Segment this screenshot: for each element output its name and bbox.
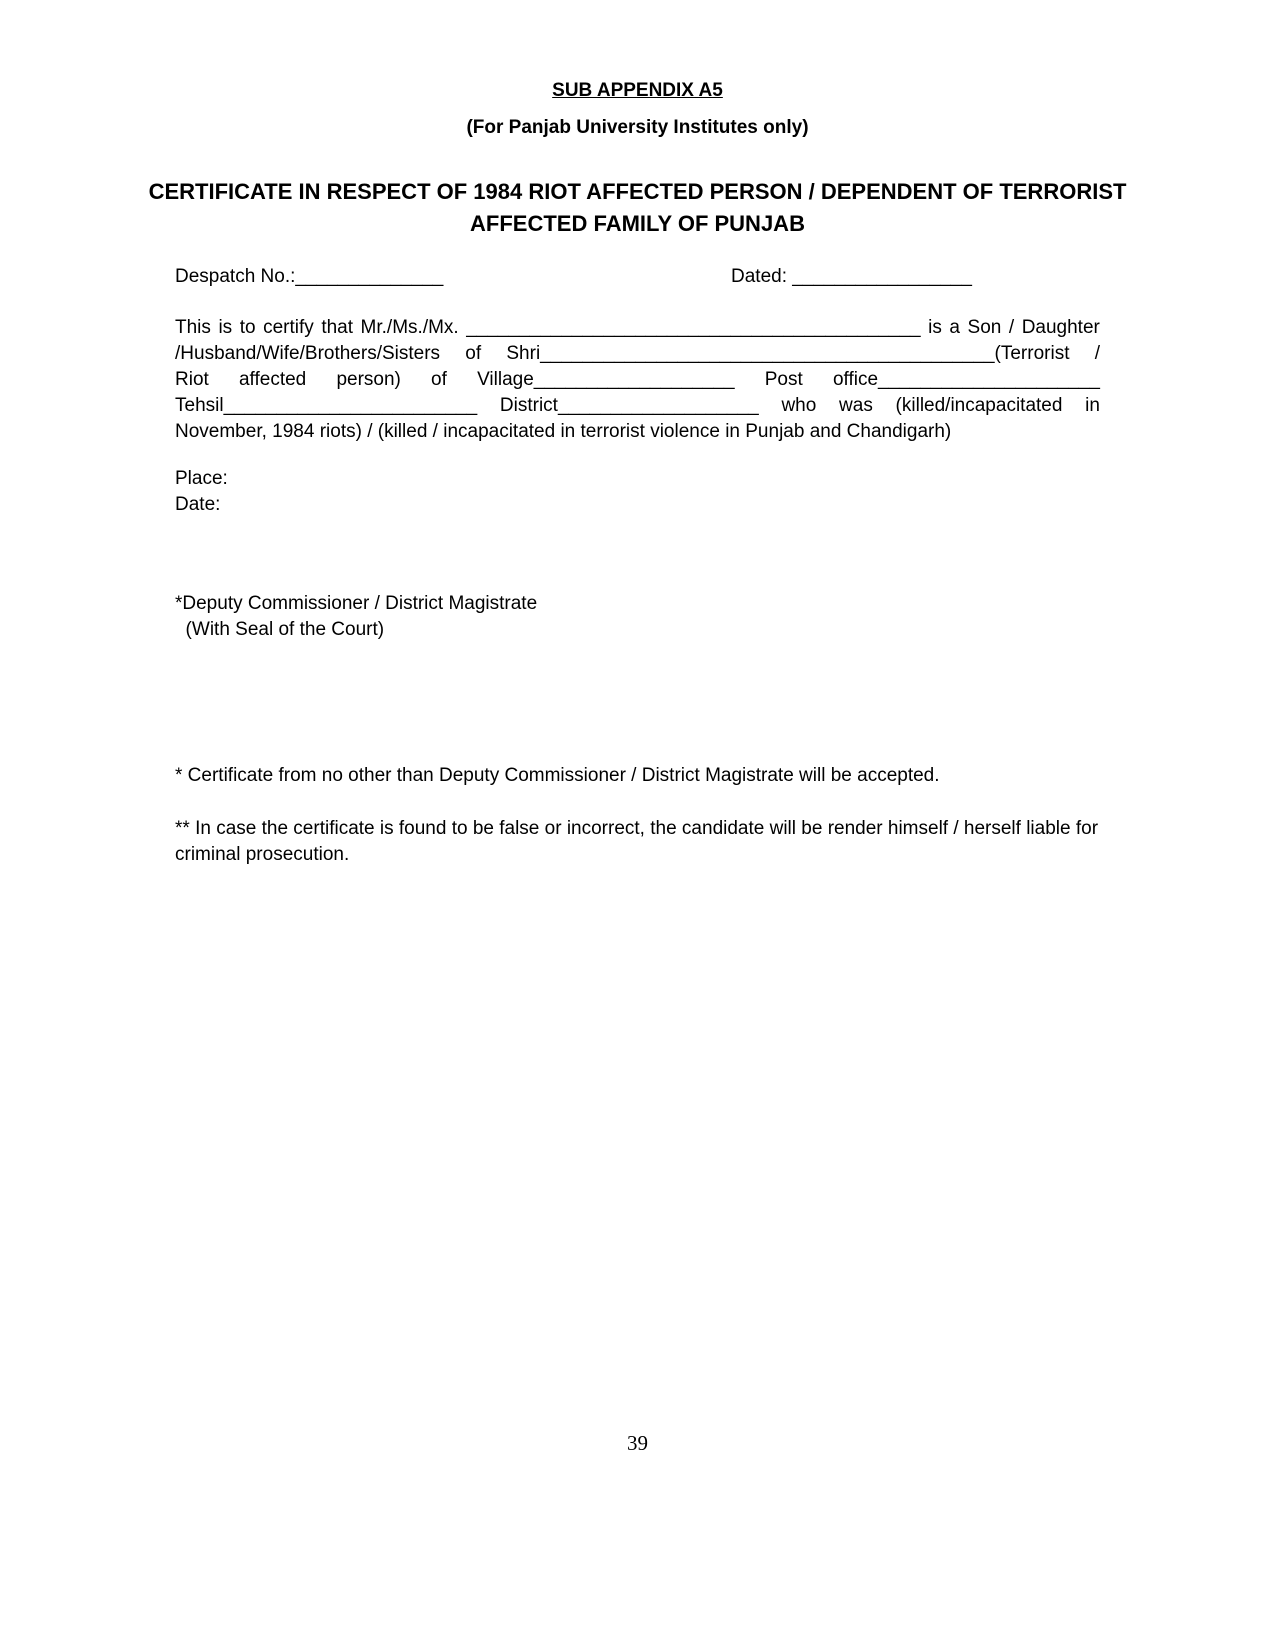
signatory-title: *Deputy Commissioner / District Magistrate [175, 593, 538, 614]
signatory-block [175, 591, 537, 643]
word: Son [967, 317, 1002, 338]
paragraph-line-5: November, 1984 riots) / (killed / incapacitated in terrorist violence in Punjab and Chandigarh) [175, 421, 952, 442]
footnote-2: ** In case the certificate is found to be false or incorrect, the candidate will be render himself / herself liable for criminal prosecution. [175, 818, 1099, 865]
signatory-seal-note: (With Seal of the Court) [175, 619, 385, 640]
word: in [1085, 395, 1100, 416]
word: Riot [175, 369, 209, 390]
appendix-subtitle: (For Panjab University Institutes only) [466, 117, 809, 138]
word: a [949, 317, 960, 338]
word: to [239, 317, 256, 338]
word: This [175, 317, 211, 338]
word: / [1094, 343, 1100, 364]
district-blank: District___________________ [499, 395, 759, 416]
word: is [928, 317, 942, 338]
shri-blank: Shri___________________________________________(Terrorist [506, 343, 1070, 364]
word: /Husband/Wife/Brothers/Sisters [175, 343, 441, 364]
word: of [465, 343, 482, 364]
tehsil-blank: Tehsil________________________ [175, 395, 478, 416]
word: person) [336, 369, 401, 390]
certificate-title-line-2: AFFECTED FAMILY OF PUNJAB [470, 211, 805, 236]
place-label: Place: [175, 468, 228, 489]
paragraph-line-4 [175, 393, 1100, 419]
word: (killed/incapacitated [895, 395, 1063, 416]
word: who [781, 395, 817, 416]
word: Post [764, 369, 803, 390]
word: is [218, 317, 233, 338]
paragraph-line-1 [175, 315, 1100, 341]
word: Mr./Ms./Mx. [360, 317, 459, 338]
appendix-heading: SUB APPENDIX A5 [552, 80, 723, 101]
place-date-block [175, 466, 228, 518]
post-office-blank: office_____________________ [832, 369, 1100, 390]
word: certify [263, 317, 314, 338]
certification-paragraph [175, 315, 1100, 445]
name-blank: ___________________________________________ [466, 317, 921, 338]
date-label: Date: [175, 494, 221, 515]
word: / [1008, 317, 1015, 338]
word: that [321, 317, 354, 338]
certificate-title [0, 176, 1275, 240]
page-number: 39 [627, 1431, 648, 1455]
certificate-title-line-1: CERTIFICATE IN RESPECT OF 1984 RIOT AFFECTED PERSON / DEPENDENT OF TERRORIST [148, 179, 1127, 204]
paragraph-line-3 [175, 367, 1100, 393]
village-blank: Village___________________ [477, 369, 735, 390]
word: was [839, 395, 873, 416]
dated-field: Dated: _________________ [731, 266, 972, 287]
word: affected [238, 369, 307, 390]
footnote-1: * Certificate from no other than Deputy Commissioner / District Magistrate will be accepted. [175, 765, 940, 786]
despatch-number-field: Despatch No.:______________ [175, 266, 444, 287]
paragraph-line-2 [175, 341, 1100, 367]
word: Daughter [1021, 317, 1100, 338]
word: of [431, 369, 447, 390]
